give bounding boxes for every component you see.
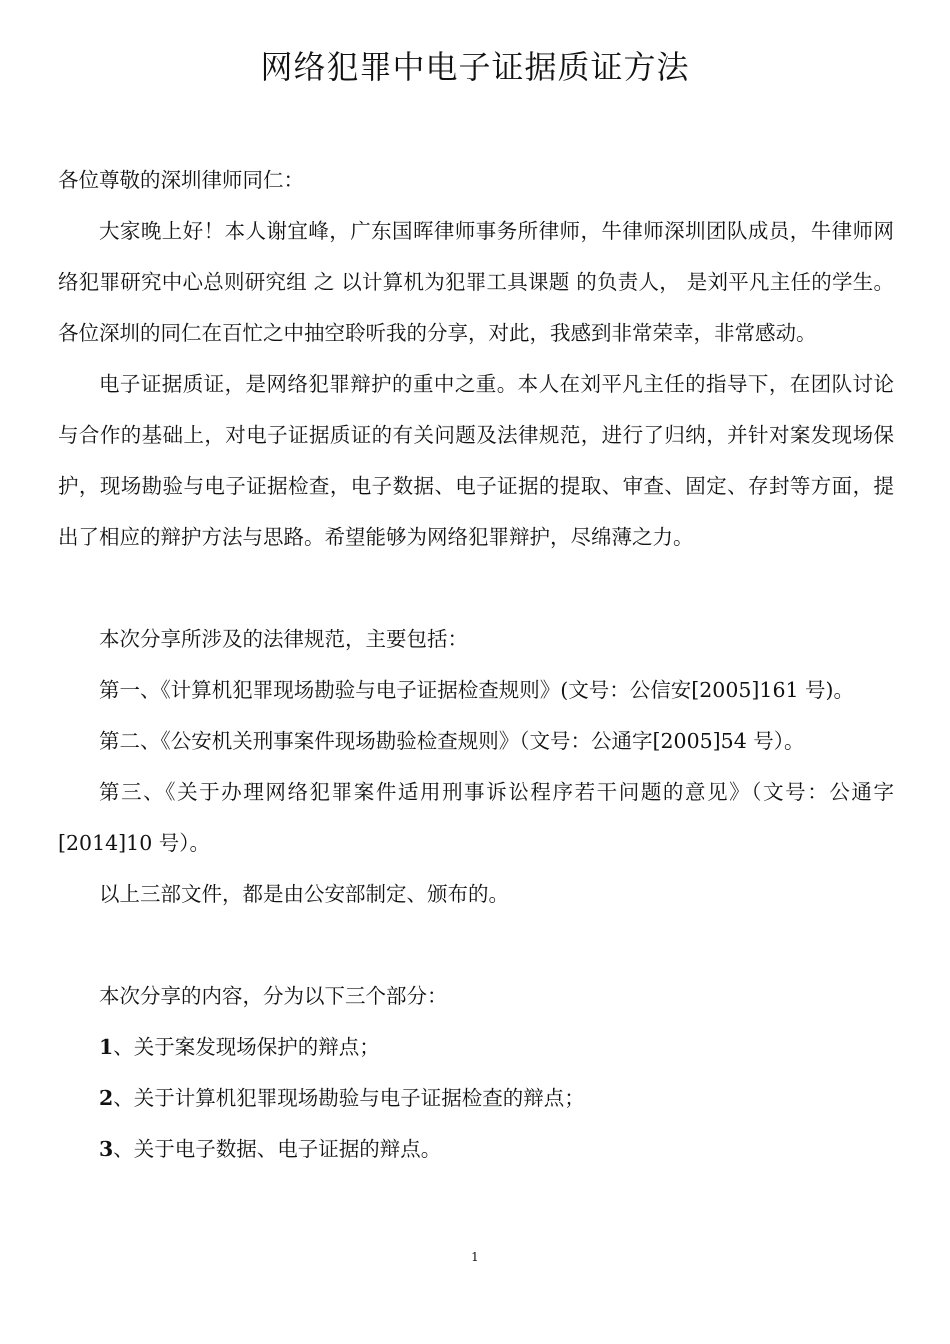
part-text: 、关于电子数据、电子证据的辩点。: [113, 1137, 442, 1161]
part-item-2: [58, 1073, 894, 1124]
law-item-1: 第一、《计算机犯罪现场勘验与电子证据检查规则》(文号：公信安[2005]161 号)。: [99, 678, 855, 702]
part-number: 1: [99, 1035, 114, 1059]
salutation: 各位尊敬的深圳律师同仁：: [58, 168, 304, 192]
law-item-2: 第二、《公安机关刑事案件现场勘验检查规则》（文号：公通字[2005]54 号）。: [99, 729, 805, 753]
part-text: 、关于计算机犯罪现场勘验与电子证据检查的辩点；: [113, 1086, 585, 1110]
part-item-3: [58, 1124, 894, 1175]
intro-paragraph-1: 大家晚上好！本人谢宜峰，广东国晖律师事务所律师，牛律师深圳团队成员，牛律师网络犯罪研究中心总则研究组 之 以计算机为犯罪工具课题 的负责人， 是刘平凡主任的学生。各位深圳的同仁在百忙之中抽空聆听我的分享，对此，我感到非常荣幸，非常感动。: [58, 219, 894, 345]
part-text: 、关于案发现场保护的辩点；: [113, 1035, 380, 1059]
parts-intro: 本次分享的内容，分为以下三个部分：: [99, 984, 448, 1008]
laws-intro: 本次分享所涉及的法律规范，主要包括：: [99, 627, 468, 651]
paragraph-gap: [58, 920, 894, 971]
law-item-3: 第三、《关于办理网络犯罪案件适用刑事诉讼程序若干问题的意见》（文号：公通字[2014]10 号）。: [58, 780, 894, 855]
part-item-1: [58, 1022, 894, 1073]
paragraph-gap: [58, 563, 894, 614]
intro-paragraph-2: 电子证据质证，是网络犯罪辩护的重中之重。本人在刘平凡主任的指导下，在团队讨论与合作的基础上，对电子证据质证的有关问题及法律规范，进行了归纳，并针对案发现场保护，现场勘验与电子证据检查，电子数据、电子证据的提取、审查、固定、存封等方面，提出了相应的辩护方法与思路。希望能够为网络犯罪辩护，尽绵薄之力。: [58, 372, 894, 549]
part-number: 2: [99, 1086, 114, 1110]
document-title: 网络犯罪中电子证据质证方法: [260, 48, 690, 86]
document-body: [58, 155, 894, 1175]
laws-note: 以上三部文件，都是由公安部制定、颁布的。: [99, 882, 509, 906]
page-number: 1: [471, 1250, 479, 1264]
part-number: 3: [99, 1137, 114, 1161]
